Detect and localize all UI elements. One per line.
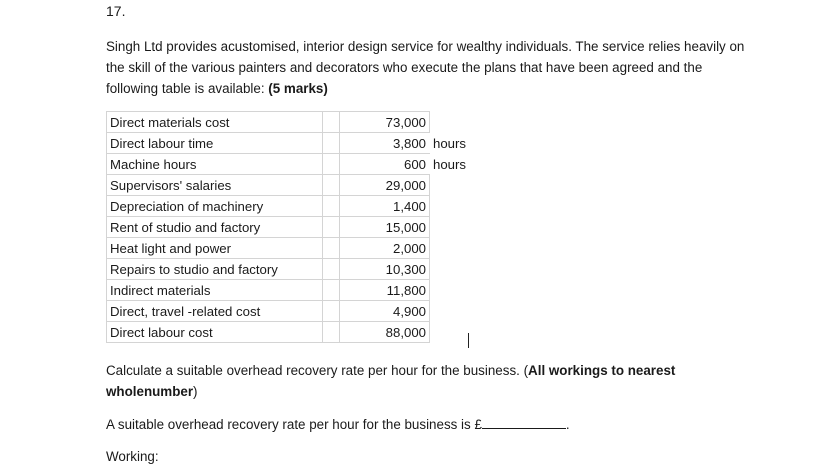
- row-unit: [430, 301, 499, 322]
- row-spacer: [323, 322, 340, 343]
- answer-blank[interactable]: [482, 415, 566, 429]
- row-unit: [430, 322, 499, 343]
- row-unit: [430, 196, 499, 217]
- note-open: (: [523, 363, 529, 378]
- answer-end: .: [565, 417, 570, 432]
- working-label: Working:: [106, 449, 159, 464]
- table-row: [107, 322, 499, 343]
- answer-prompt: A suitable overhead recovery rate per hour for the business is £: [106, 417, 482, 432]
- row-spacer: [323, 112, 340, 133]
- row-value: 1,400: [340, 196, 430, 217]
- table-row: [107, 112, 499, 133]
- row-label: Indirect materials: [107, 280, 323, 301]
- table-row: [107, 196, 499, 217]
- row-value: 11,800: [340, 280, 430, 301]
- row-spacer: [323, 238, 340, 259]
- table-row: [107, 217, 499, 238]
- row-value: 10,300: [340, 259, 430, 280]
- row-value: 88,000: [340, 322, 430, 343]
- row-value: 2,000: [340, 238, 430, 259]
- row-label: Heat light and power: [107, 238, 323, 259]
- row-unit: [430, 238, 499, 259]
- row-spacer: [323, 301, 340, 322]
- row-unit: hours: [433, 135, 466, 151]
- row-label: Direct labour time: [107, 133, 323, 154]
- table-row: [107, 301, 499, 322]
- answer-line: [106, 415, 570, 432]
- calculate-instruction: [106, 360, 756, 402]
- row-spacer: [323, 133, 340, 154]
- row-spacer: [323, 154, 340, 175]
- row-spacer: [323, 217, 340, 238]
- row-spacer: [323, 259, 340, 280]
- row-label: Direct labour cost: [107, 322, 323, 343]
- table-row: [107, 133, 499, 154]
- calculate-text: Calculate a suitable overhead recovery rate per hour for the business.: [106, 363, 524, 378]
- table-row: [107, 280, 499, 301]
- row-value: 600: [340, 154, 430, 175]
- row-label: Depreciation of machinery: [107, 196, 323, 217]
- row-spacer: [323, 280, 340, 301]
- text-cursor: [468, 333, 469, 348]
- note-close: ): [193, 384, 198, 399]
- question-intro: [106, 36, 756, 99]
- row-value: 3,800: [340, 133, 430, 154]
- row-label: Direct, travel -related cost: [107, 301, 323, 322]
- marks-label: (5 marks): [268, 81, 328, 96]
- row-label: Rent of studio and factory: [107, 217, 323, 238]
- row-unit: [430, 217, 499, 238]
- row-unit: [430, 259, 499, 280]
- table-row: [107, 259, 499, 280]
- row-value: 29,000: [340, 175, 430, 196]
- row-spacer: [323, 175, 340, 196]
- row-unit: [430, 175, 499, 196]
- cost-table: [106, 111, 499, 343]
- table-row: [107, 154, 499, 175]
- table-row: [107, 238, 499, 259]
- row-unit: [430, 112, 499, 133]
- question-number: 17.: [106, 3, 126, 19]
- intro-text: Singh Ltd provides acustomised, interior design service for wealthy individuals. The service relies heavily on the skill of the various painters and decorators who execute the plans that have been agreed and the following table is available:: [106, 39, 745, 96]
- row-unit: hours: [433, 156, 466, 172]
- row-label: Repairs to studio and factory: [107, 259, 323, 280]
- row-value: 4,900: [340, 301, 430, 322]
- row-spacer: [323, 196, 340, 217]
- workings-note: All workings to nearest wholenumber: [106, 363, 676, 399]
- row-unit: [430, 280, 499, 301]
- row-value: 73,000: [340, 112, 430, 133]
- row-label: Machine hours: [107, 154, 323, 175]
- row-label: Supervisors' salaries: [107, 175, 323, 196]
- row-label: Direct materials cost: [107, 112, 323, 133]
- table-row: [107, 175, 499, 196]
- row-value: 15,000: [340, 217, 430, 238]
